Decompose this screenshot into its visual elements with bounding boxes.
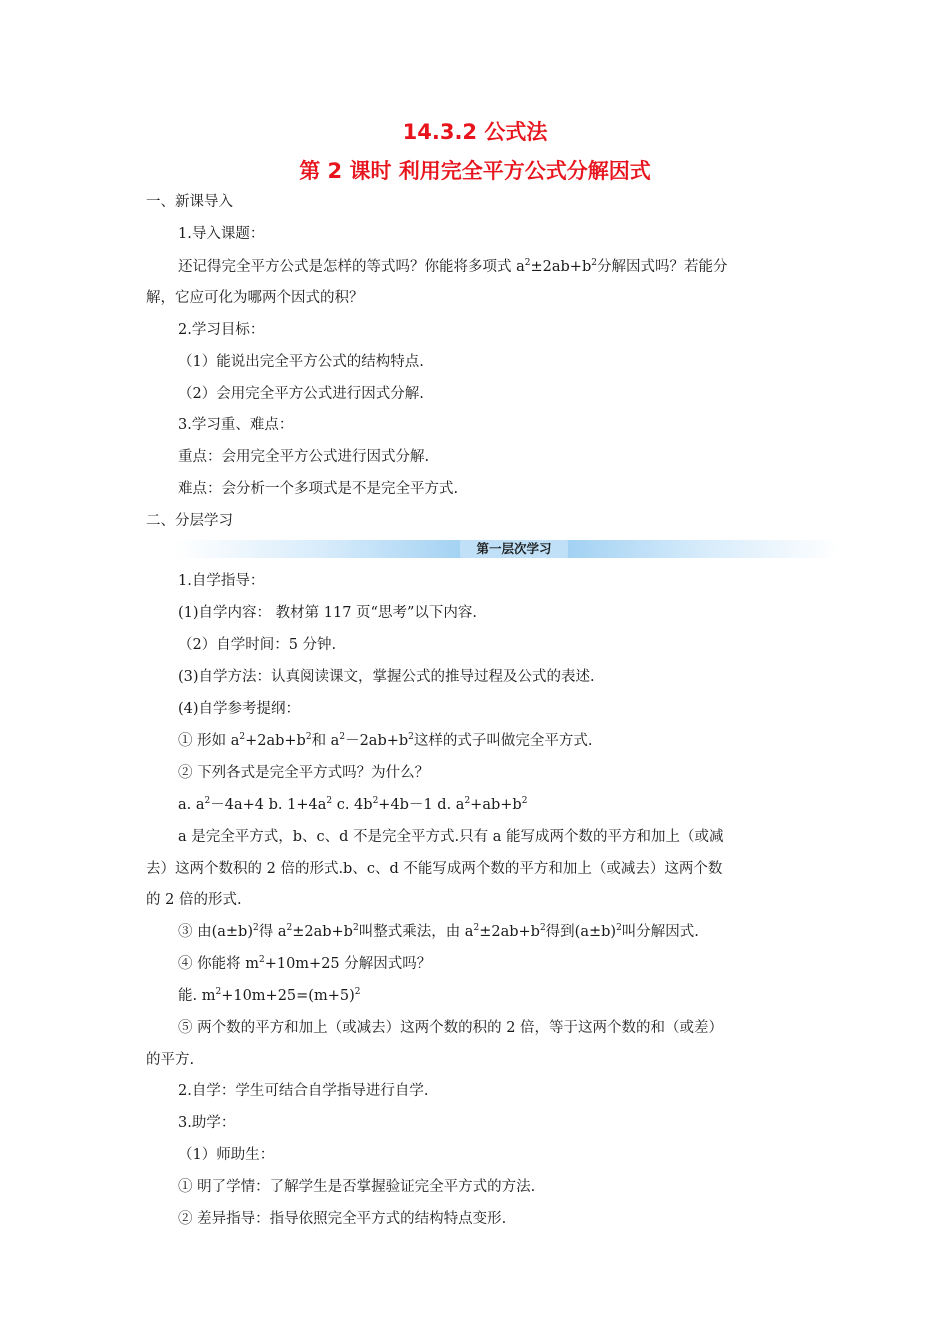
guide-item: (3)自学方法：认真阅读课文，掌握公式的推导过程及公式的表述.: [178, 669, 595, 685]
answer-text-cont: 去）这两个数积的 2 倍的形式.b、c、d 不能写成两个数的平方和加上（或减去）这两个数: [146, 861, 723, 877]
intro-topic-text: 还记得完全平方公式是怎样的等式吗？你能将多项式 $a^2\pm 2ab+b^2$分解因式吗？若能分: [178, 258, 728, 275]
outline-question-2: ② 下列各式是完全平方式吗？为什么？: [178, 765, 430, 781]
options-line: a. $a^2-4a+4$ b. $1+4a^2$ c. $4b^2+4b-1$ d. $a^2+ab+b^2$: [178, 796, 528, 813]
outline-question-5-cont: 的平方.: [146, 1052, 195, 1068]
question-4-answer: 能. $m^2+10m+25=(m+5)^2$: [178, 987, 361, 1004]
objective-item: （1）能说出完全平方公式的结构特点.: [178, 354, 424, 370]
objectives-heading: 2.学习目标：: [178, 322, 265, 338]
guide-heading: 1.自学指导：: [178, 573, 265, 589]
outline-question-3: ③ 由$(a\pm b)^2$得 $a^2\pm 2ab+b^2$叫整式乘法，由 $a^2\pm 2ab+b^2$得到$(a\pm b)^2$叫分解因式.: [178, 923, 699, 940]
assist-subitem: ② 差异指导：指导依照完全平方式的结构特点变形.: [178, 1211, 507, 1227]
outline-question-4: ④ 你能将 $m^2+10m+25$ 分解因式吗？: [178, 955, 432, 972]
level-banner-label: 第一层次学习: [460, 540, 568, 558]
guide-item: (4)自学参考提纲：: [178, 701, 301, 717]
assist-heading: 3.助学：: [178, 1115, 236, 1131]
assist-item: （1）师助生：: [178, 1147, 275, 1163]
objective-item: （2）会用完全平方公式进行因式分解.: [178, 386, 424, 402]
outline-question-1: ① 形如 $a^2+2ab+b^2$和 $a^2-2ab+b^2$这样的式子叫做完全平方式.: [178, 732, 593, 749]
difficult-point: 难点：会分析一个多项式是不是完全平方式.: [178, 481, 459, 497]
assist-subitem: ① 明了学情：了解学生是否掌握验证完全平方式的方法.: [178, 1179, 536, 1195]
key-point: 重点：会用完全平方公式进行因式分解.: [178, 449, 430, 465]
outline-question-5: ⑤ 两个数的平方和加上（或减去）这两个数的积的 2 倍，等于这两个数的和（或差）: [178, 1020, 724, 1036]
self-study-step: 2.自学：学生可结合自学指导进行自学.: [178, 1083, 429, 1099]
guide-item: （2）自学时间：5 分钟.: [178, 637, 337, 653]
section-heading-layered: 二、分层学习: [146, 513, 233, 529]
intro-topic-text-cont: 解，它应可化为哪两个因式的积？: [146, 290, 364, 306]
intro-topic-heading: 1.导入课题：: [178, 226, 265, 242]
section-heading-intro: 一、新课导入: [146, 194, 233, 210]
guide-item: (1)自学内容： 教材第 117 页“思考”以下内容.: [178, 605, 477, 621]
answer-text: a 是完全平方式，b、c、d 不是完全平方式.只有 a 能写成两个数的平方和加上（或减: [178, 829, 724, 845]
keypoints-heading: 3.学习重、难点：: [178, 417, 294, 433]
lesson-subtitle: 第 2 课时 利用完全平方公式分解因式: [299, 159, 651, 183]
lesson-title: 14.3.2 公式法: [402, 120, 548, 144]
answer-text-cont: 的 2 倍的形式.: [146, 892, 242, 908]
